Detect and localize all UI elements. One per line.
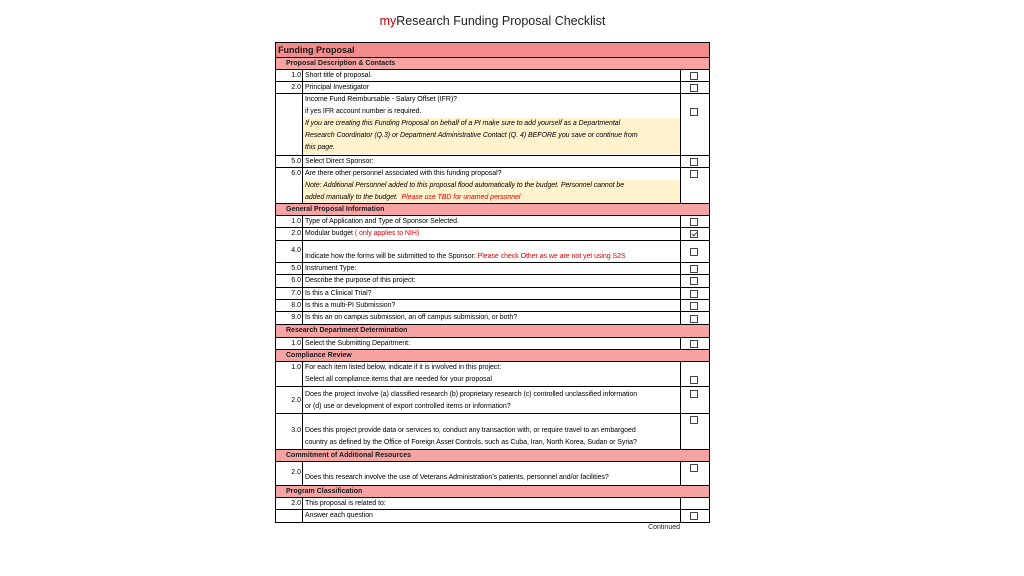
checklist-row bbox=[276, 462, 709, 486]
checklist-row bbox=[276, 387, 709, 414]
checkbox[interactable] bbox=[690, 248, 698, 256]
checkbox-cell bbox=[681, 312, 709, 324]
continued-label: Continued bbox=[648, 524, 680, 531]
checkbox[interactable] bbox=[690, 416, 698, 424]
item-text bbox=[303, 168, 681, 203]
item-line: Does this project provide data or services to, conduct any transaction with, or require travel to an embargoed bbox=[305, 427, 636, 434]
checkbox-cell bbox=[681, 510, 709, 522]
item-hint: Please check Other as we are not yet using S2S bbox=[477, 253, 626, 260]
checkbox-cell bbox=[681, 275, 709, 287]
section-program-classification: Program Classification bbox=[276, 486, 709, 498]
checklist-row bbox=[276, 241, 709, 263]
checkbox-cell bbox=[681, 216, 709, 227]
checklist-row bbox=[276, 156, 709, 168]
checkbox-cell bbox=[681, 241, 709, 262]
checklist-row bbox=[276, 498, 709, 510]
funding-proposal-checklist bbox=[275, 42, 710, 523]
item-line: country as defined by the Office of Foreign Asset Controls, such as Cuba, Iran, North Korea, Sudan or Syria? bbox=[305, 439, 637, 446]
ifr-note bbox=[303, 118, 680, 154]
checkbox-cell bbox=[681, 94, 709, 155]
item-text: Answer each question bbox=[303, 510, 681, 522]
title-text: Research Funding Proposal Checklist bbox=[396, 14, 606, 28]
item-number: 6.0 bbox=[276, 275, 303, 287]
note-line: Research Coordinator (Q.3) or Department Administrative Contact (Q. 4) BEFORE you save or continue from bbox=[305, 132, 638, 139]
item-number bbox=[276, 510, 303, 522]
item-label: Modular budget bbox=[305, 230, 353, 237]
checkbox-cell bbox=[681, 168, 709, 203]
checkbox[interactable] bbox=[690, 277, 698, 285]
checklist-row bbox=[276, 168, 709, 204]
item-text: Instrument Type: bbox=[303, 263, 681, 274]
note-text: added manually to the budget. bbox=[305, 194, 398, 201]
item-number: 1.0 bbox=[276, 362, 303, 386]
checkbox[interactable] bbox=[690, 290, 698, 298]
checklist-row bbox=[276, 228, 709, 241]
checklist-row bbox=[276, 312, 709, 325]
item-line: or (d) use or development of export controlled items or information? bbox=[305, 403, 511, 410]
item-hint: ( only applies to NIH) bbox=[354, 230, 420, 237]
item-number: 9.0 bbox=[276, 312, 303, 324]
item-number: 1.0 bbox=[276, 70, 303, 81]
item-number: 6.0 bbox=[276, 168, 303, 203]
checkbox-cell bbox=[681, 387, 709, 413]
item-text: Does this research involve the use of Veterans Administration’s patients, personnel and/or facilities? bbox=[303, 462, 681, 485]
checkbox[interactable] bbox=[690, 218, 698, 226]
item-text: Is this an on campus submission, an off campus submission, or both? bbox=[303, 312, 681, 324]
personnel-note bbox=[303, 180, 680, 203]
section-compliance-review: Compliance Review bbox=[276, 350, 709, 362]
page-title bbox=[275, 13, 710, 29]
checkbox[interactable] bbox=[690, 108, 698, 116]
checklist-row bbox=[276, 300, 709, 312]
item-number: 3.0 bbox=[276, 414, 303, 449]
checklist-row bbox=[276, 510, 709, 522]
item-text: Is this a Clinical Trial? bbox=[303, 288, 681, 299]
item-text: Principal Investigator bbox=[303, 82, 681, 93]
item-line: if yes IFR account number is required. bbox=[305, 108, 422, 115]
checkbox[interactable] bbox=[690, 302, 698, 310]
checklist-row bbox=[276, 414, 709, 450]
item-number: 4.0 bbox=[276, 241, 303, 262]
section-research-department-determination: Research Department Determination bbox=[276, 325, 709, 338]
checkbox[interactable] bbox=[690, 464, 698, 472]
checkbox-cell bbox=[681, 462, 709, 485]
item-number: 8.0 bbox=[276, 300, 303, 311]
item-number: 2.0 bbox=[276, 228, 303, 240]
checkbox[interactable] bbox=[690, 72, 698, 80]
item-line: Does the project involve (a) classified research (b) proprietary research (c) controlled unclassified information bbox=[305, 391, 638, 398]
checkbox-cell bbox=[681, 263, 709, 274]
item-number: 2.0 bbox=[276, 387, 303, 413]
checkbox-cell bbox=[681, 338, 709, 349]
checkbox-cell bbox=[681, 414, 709, 449]
checklist-row bbox=[276, 263, 709, 275]
item-line: For each item listed below, indicate if it is involved in this project: bbox=[305, 364, 502, 371]
section-commitment-additional-resources: Commitment of Additional Resources bbox=[276, 450, 709, 462]
checkbox-cell bbox=[681, 82, 709, 93]
item-line: Income Fund Reimbursable - Salary Offset (IFR)? bbox=[305, 96, 457, 103]
checklist-row bbox=[276, 82, 709, 94]
item-text: This proposal is related to: bbox=[303, 498, 681, 509]
checkbox[interactable] bbox=[690, 390, 698, 398]
item-label: Indicate how the forms will be submitted to the Sponsor: bbox=[305, 253, 476, 260]
item-text bbox=[303, 387, 681, 413]
checklist-row bbox=[276, 362, 709, 387]
note-line bbox=[305, 192, 680, 203]
checklist-row bbox=[276, 288, 709, 300]
checkbox-cell bbox=[681, 300, 709, 311]
checkbox-cell bbox=[681, 362, 709, 386]
checkbox[interactable] bbox=[690, 84, 698, 92]
section-proposal-description-contacts: Proposal Description & Contacts bbox=[276, 58, 709, 70]
item-text: Describe the purpose of this project: bbox=[303, 275, 681, 287]
checkbox[interactable] bbox=[690, 170, 698, 178]
checkbox[interactable] bbox=[690, 158, 698, 166]
item-number: 2.0 bbox=[276, 498, 303, 509]
item-text: Short title of proposal. bbox=[303, 70, 681, 81]
checkbox-cell bbox=[681, 228, 709, 240]
item-number: 1.0 bbox=[276, 216, 303, 227]
checkbox[interactable] bbox=[690, 315, 698, 323]
note-line: this page. bbox=[305, 144, 335, 151]
checkbox-cell bbox=[681, 498, 709, 509]
checkbox[interactable] bbox=[690, 340, 698, 348]
item-line: Select all compliance items that are needed for your proposal bbox=[305, 376, 492, 383]
checklist-row bbox=[276, 216, 709, 228]
item-text bbox=[303, 414, 681, 449]
note-line: If you are creating this Funding Proposal on behalf of a PI make sure to add yourself as a Departmental bbox=[305, 120, 621, 127]
checklist-row bbox=[276, 338, 709, 350]
item-number: 1.0 bbox=[276, 338, 303, 349]
note-warning: Please use TBD for unamed personnel bbox=[401, 194, 521, 201]
checkbox-cell bbox=[681, 156, 709, 167]
item-number: 5.0 bbox=[276, 263, 303, 274]
note-line: Note: Additional Personnel added to this proposal flood automatically to the budget. Personnel cannot be bbox=[305, 182, 625, 189]
item-text: Type of Application and Type of Sponsor Selected. bbox=[303, 216, 681, 227]
item-text bbox=[303, 362, 681, 386]
checklist-row bbox=[276, 94, 709, 156]
item-number bbox=[276, 94, 303, 155]
checklist-row bbox=[276, 275, 709, 288]
checkbox[interactable] bbox=[690, 230, 698, 238]
title-prefix: my bbox=[379, 14, 397, 28]
item-number: 2.0 bbox=[276, 462, 303, 485]
item-number: 5.0 bbox=[276, 156, 303, 167]
funding-proposal-header: Funding Proposal bbox=[276, 43, 709, 58]
checkbox-cell bbox=[681, 70, 709, 81]
item-text: Select Direct Sponsor: bbox=[303, 156, 681, 167]
item-text: Is this a multi-PI Submission? bbox=[303, 300, 681, 311]
item-text: Select the Submitting Department: bbox=[303, 338, 681, 349]
checklist-row bbox=[276, 70, 709, 82]
checkbox[interactable] bbox=[690, 512, 698, 520]
checkbox-cell bbox=[681, 288, 709, 299]
item-number: 7.0 bbox=[276, 288, 303, 299]
checkbox[interactable] bbox=[690, 265, 698, 273]
checkbox[interactable] bbox=[690, 376, 698, 384]
item-text bbox=[303, 228, 681, 240]
item-text bbox=[303, 241, 681, 262]
section-general-proposal-information: General Proposal Information bbox=[276, 204, 709, 216]
item-line: Are there other personnel associated with this funding proposal? bbox=[305, 170, 502, 177]
item-text bbox=[303, 94, 681, 155]
item-number: 2.0 bbox=[276, 82, 303, 93]
